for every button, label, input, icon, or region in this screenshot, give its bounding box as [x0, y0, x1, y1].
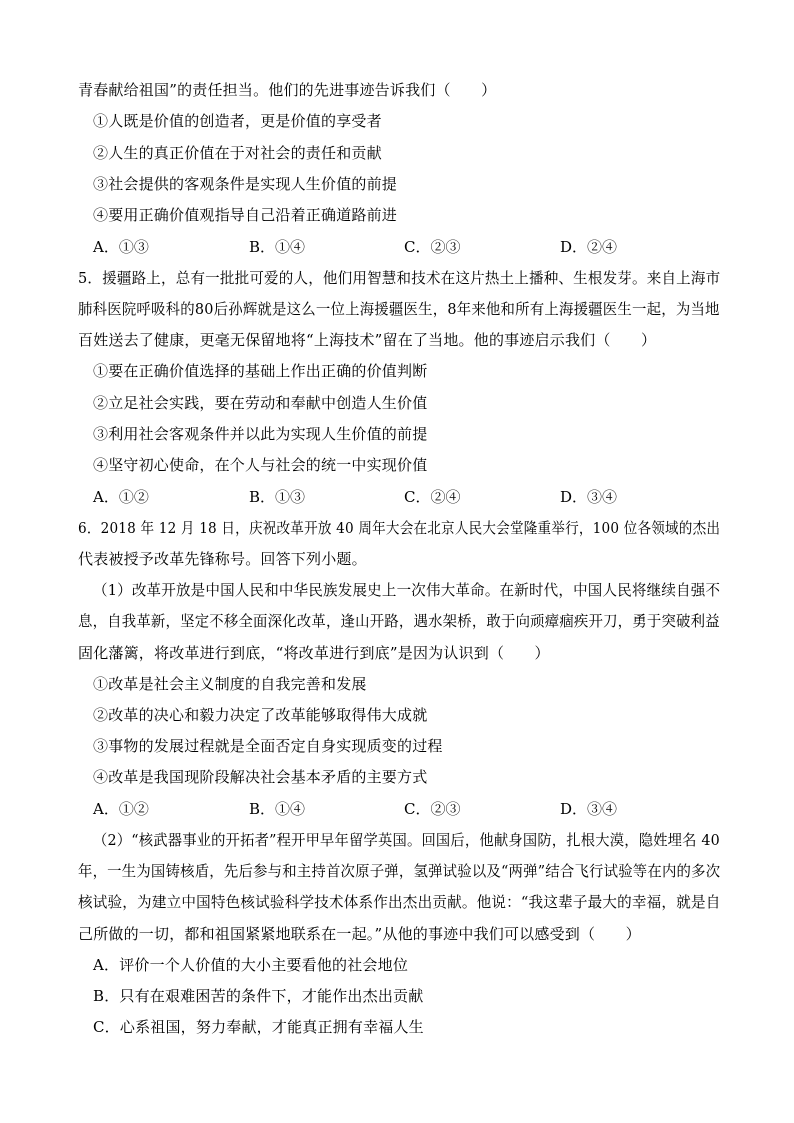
q5-stem-line-3: 百姓送去了健康，更毫无保留地将“上海技术”留在了当地。他的事迹启示我们（ ） — [78, 331, 657, 349]
q4-option-3: ③社会提供的客观条件是实现人生价值的前提 — [93, 175, 398, 193]
q6-stem-line-1: 6．2018 年 12 月 18 日，庆祝改革开放 40 周年大会在北京人民大会堂隆重举行，100 位各领域的杰出 — [78, 519, 721, 537]
q5-stem-line-2: 肺科医院呼吸科的80后孙辉就是这么一位上海援疆医生，8年来他和所有上海援疆医生一起，为当地 — [78, 300, 720, 318]
q5-choice-b: B．①③ — [249, 488, 306, 506]
q6-1-option-4: ④改革是我国现阶段解决社会基本矛盾的主要方式 — [93, 768, 428, 786]
q4-choices — [93, 237, 733, 257]
q4-choice-d: D．②④ — [560, 238, 618, 256]
q5-choice-a: A．①② — [93, 488, 149, 506]
q6-1-choice-c: C．②③ — [404, 800, 461, 818]
q5-choices — [93, 487, 733, 507]
q6-1-choices — [93, 799, 733, 819]
q5-option-2: ②立足社会实践，要在劳动和奉献中创造人生价值 — [93, 394, 428, 412]
q6-2-stem-line-4: 己所做的一切，都和祖国紧紧地联系在一起。”从他的事迹中我们可以感受到（ ） — [78, 925, 641, 943]
q4-option-1: ①人既是价值的创造者，更是价值的享受者 — [93, 112, 382, 130]
q4-stem-tail: 青春献给祖国”的责任担当。他们的先进事迹告诉我们（ ） — [78, 81, 497, 99]
q5-choice-c: C．②④ — [404, 488, 461, 506]
q6-2-stem-line-2: 年，一生为国铸核盾，先后参与和主持首次原子弹，氢弹试验以及“两弹”结合飞行试验等在内的多次 — [78, 862, 721, 880]
q6-1-choice-b: B．①④ — [249, 800, 306, 818]
q5-option-1: ①要在正确价值选择的基础上作出正确的价值判断 — [93, 362, 428, 380]
q6-1-stem-line-1: （1）改革开放是中国人民和中华民族发展史上一次伟大革命。在新时代，中国人民将继续自强不 — [93, 581, 721, 599]
q4-choice-a: A．①③ — [93, 238, 149, 256]
q6-1-stem-line-2: 息，自我革新，坚定不移全面深化改革，逢山开路，遇水架桥，敢于向顽瘴痼疾开刀，勇于突破利益 — [78, 612, 720, 630]
q6-1-stem-line-3: 固化藩篱，将改革进行到底，“将改革进行到底”是因为认识到（ ） — [78, 644, 550, 662]
q6-2-option-c: C．心系祖国，努力奉献，才能真正拥有幸福人生 — [93, 1018, 424, 1036]
q6-2-option-a: A．评价一个人价值的大小主要看他的社会地位 — [93, 956, 409, 974]
q5-option-4: ④坚守初心使命，在个人与社会的统一中实现价值 — [93, 456, 428, 474]
q4-option-4: ④要用正确价值观指导自己沿着正确道路前进 — [93, 206, 398, 224]
q6-1-option-2: ②改革的决心和毅力决定了改革能够取得伟大成就 — [93, 706, 428, 724]
q6-2-stem-line-1: （2）“核武器事业的开拓者”程开甲早年留学英国。回国后，他献身国防，扎根大漠，隐姓埋名 40 — [93, 831, 720, 849]
q5-option-3: ③利用社会客观条件并以此为实现人生价值的前提 — [93, 425, 428, 443]
q4-choice-c: C．②③ — [404, 238, 461, 256]
q4-choice-b: B．①④ — [249, 238, 306, 256]
q5-choice-d: D．③④ — [560, 488, 618, 506]
q5-stem-line-1: 5．援疆路上，总有一批批可爱的人，他们用智慧和技术在这片热土上播种、生根发芽。来自上海市 — [78, 269, 721, 287]
q6-1-choice-d: D．③④ — [560, 800, 618, 818]
q6-1-choice-a: A．①② — [93, 800, 149, 818]
q4-option-2: ②人生的真正价值在于对社会的责任和贡献 — [93, 144, 382, 162]
q6-2-stem-line-3: 核试验，为建立中国特色核试验科学技术体系作出杰出贡献。他说：“我这辈子最大的幸福，就是自 — [78, 893, 721, 911]
q6-1-option-3: ③事物的发展过程就是全面否定自身实现质变的过程 — [93, 737, 443, 755]
q6-2-option-b: B．只有在艰难困苦的条件下，才能作出杰出贡献 — [93, 987, 424, 1005]
q6-stem-line-2: 代表被授予改革先锋称号。回答下列小题。 — [78, 550, 367, 568]
q6-1-option-1: ①改革是社会主义制度的自我完善和发展 — [93, 675, 367, 693]
